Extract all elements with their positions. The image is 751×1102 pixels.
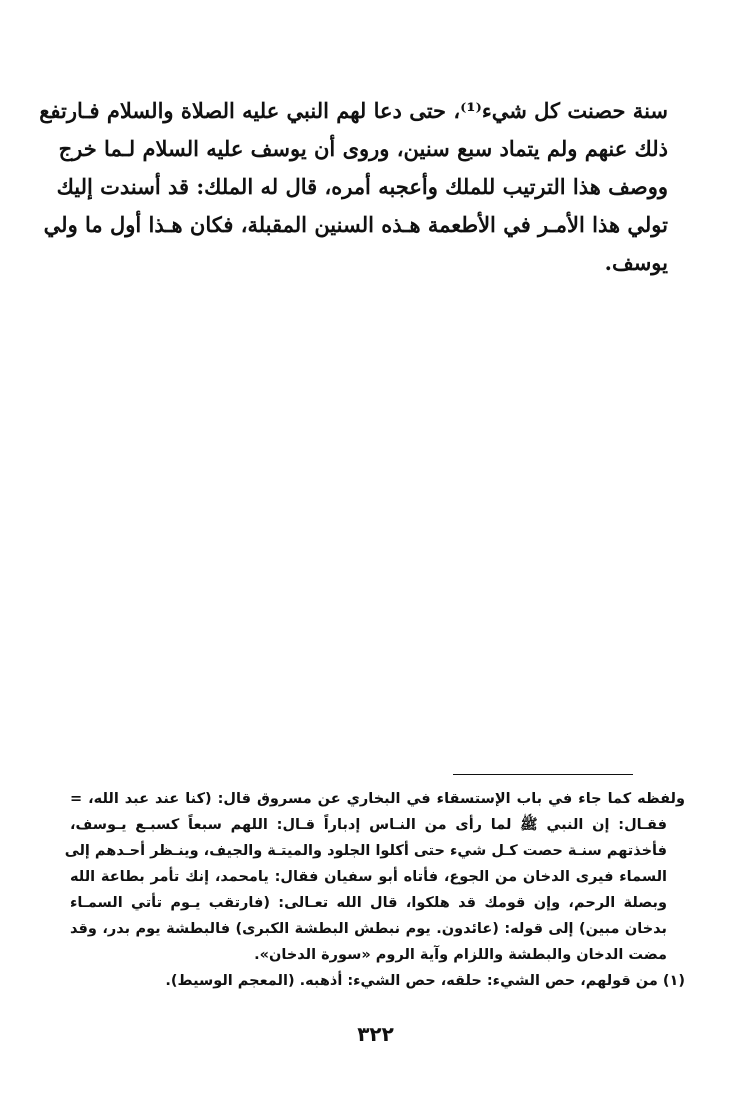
page-number: ٣٢٢ [357,1022,394,1046]
body-line-5: يوسف. [604,250,668,275]
footnote-continuation-line-3: فأخذتهم سنـة حصت كـل شيء حتى أكلوا الجلود والميتـة والجيف، وينـظر أحـدهم إلى [64,843,667,859]
continuation-marker: = [70,791,83,807]
footnote-continuation-line-2: فقـال: إن النبي ﷺ لما رأى من النـاس إدباراً قـال: اللهم سبعاً كسبـع يـوسف، [70,817,667,833]
body-line-2: ذلك عنهم ولم يتماد سبع سنين، وروى أن يوسف عليه السلام لـما خرج [58,136,668,161]
body-line-4: تولي هذا الأمـر في الأطعمة هـذه السنين المقبلة، فكان هـذا أول ما ولي [43,212,668,237]
footnote-separator [453,774,633,775]
footnote-continuation-line-5: وبصلة الرحم، وإن قومك قد هلكوا، قال الله تعـالى: (فارتقب يـوم تأتي السمـاء [70,895,667,911]
footnote-continuation-line-7: مضت الدخان والبطشة واللزام وآية الروم «سورة الدخان». [254,947,667,963]
body-line-1: سنة حصنت كل شيء⁽¹⁾، حتى دعا لهم النبي عليه الصلاة والسلام فـارتفع [39,98,668,123]
footnote-continuation-line-6: بدخان مبين) إلى قوله: (عائدون. يوم نبطش البطشة الكبرى) فالبطشة يوم بدر، وقد [70,921,667,937]
main-body-text [39,92,668,282]
footnote-1: (١) من قولهم، حص الشيء: حلقه، حص الشيء: أذهبه. (المعجم الوسيط). [165,973,685,989]
footnote-continuation-line-1 [70,786,685,812]
footnotes [64,786,685,994]
footnote-continuation-line-4: السماء فيرى الدخان من الجوع، فأتاه أبو سفيان فقال: يامحمد، إنك تأمر بطاعة الله [70,869,667,885]
body-line-3: ووصف هذا الترتيب للملك وأعجبه أمره، قال له الملك: قد أسندت إليك [56,174,668,199]
footnote-continuation-text: ولفظه كما جاء في باب الإستسقاء في البخاري عن مسروق قال: (كنا عند عبد الله، [88,791,685,807]
